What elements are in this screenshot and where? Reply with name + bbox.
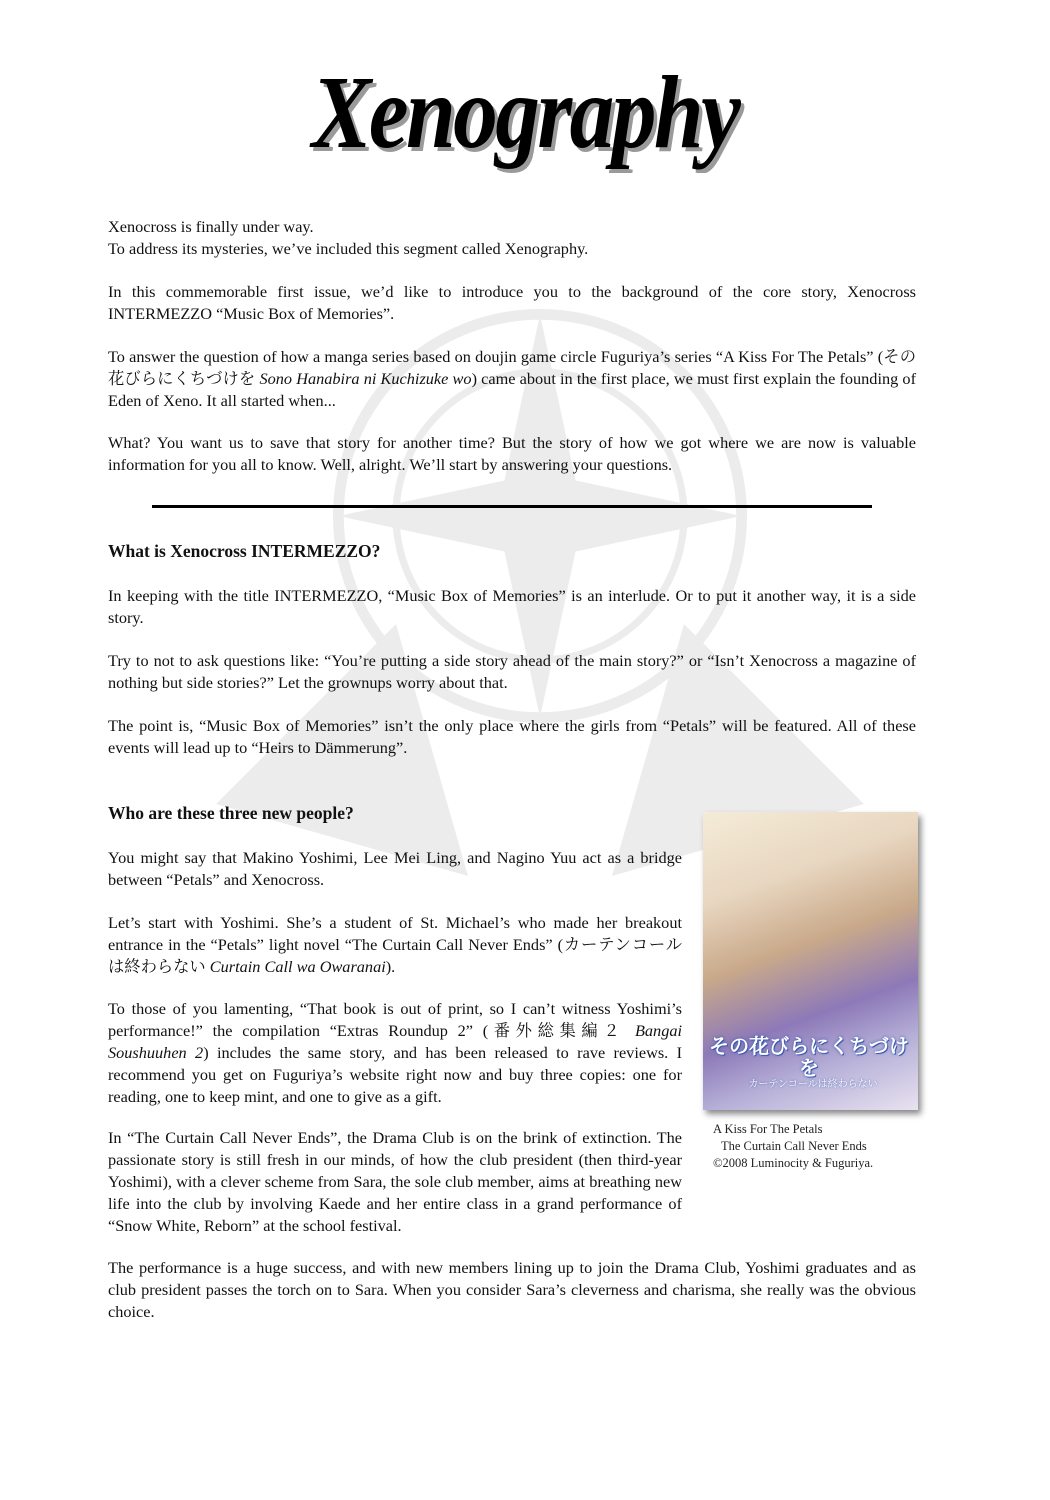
text: ) came about in the first place, we must first explain the founding of Eden of Xeno. It all started when... xyxy=(108,369,916,410)
intro-line-1: Xenocross is finally under way. xyxy=(108,217,314,236)
section1-paragraph-3: The point is, “Music Box of Memories” isn’t the only place where the girls from “Petals” will be featured. All of these events will lead up to “Heirs to Dämmerung”. xyxy=(108,716,916,757)
section2-paragraph-2 xyxy=(108,912,682,978)
section1-paragraph-2: Try to not to ask questions like: “You’re putting a side story ahead of the main story?” or “Isn’t Xenocross a magazine of nothing but side stories?” Let the grownups worry about that. xyxy=(108,651,916,692)
caption-line: ©2008 Luminocity & Fuguriya. xyxy=(713,1156,874,1170)
intro-line-2: To address its mysteries, we’ve included this segment called Xenography. xyxy=(108,239,589,258)
section2-paragraph-5: The performance is a huge success, and with new members lining up to join the Drama Club, Yoshimi graduates and as club president passes the torch on to Sara. When you consider Sara’s cleverness and charisma, she really was the obvious choice. xyxy=(108,1258,916,1321)
intro-paragraph-3 xyxy=(108,346,916,412)
text: ). xyxy=(385,957,396,976)
section1-paragraph-1: In keeping with the title INTERMEZZO, “Music Box of Memories” is an interlude. Or to put it another way, it is a side story. xyxy=(108,586,916,627)
page-title: Xenography xyxy=(311,55,739,170)
divider xyxy=(152,505,872,508)
cover-logo: その花びらにくちづけを xyxy=(709,1036,909,1080)
section-heading: What is Xenocross INTERMEZZO? xyxy=(108,541,381,561)
intro-paragraph-4: What? You want us to save that story for another time? But the story of how we got where we are now is valuable information for you all to know. Well, alright. We’ll start by answering your questions. xyxy=(108,433,916,474)
text: ) includes the same story, and has been released to rave reviews. I recommend you get on Fuguriya’s website right now and buy three copies: one for reading, one to keep mint, and one to give as a gift. xyxy=(108,1043,682,1106)
cover-subtitle: カーテンコールは終わらない xyxy=(748,1079,878,1090)
intro-paragraph-2: In this commemorable first issue, we’d like to introduce you to the background of the core story, Xenocross INTERMEZZO “Music Box of Memories”. xyxy=(108,282,916,323)
caption-line: A Kiss For The Petals xyxy=(713,1122,823,1136)
image-caption xyxy=(713,1121,873,1172)
italic-text: Curtain Call wa Owaranai xyxy=(209,957,386,976)
intro-paragraph-1 xyxy=(108,216,916,260)
section2-paragraph-1: You might say that Makino Yoshimi, Lee Mei Ling, and Nagino Yuu act as a bridge between “Petals” and Xenocross. xyxy=(108,848,682,889)
section2-paragraph-4: In “The Curtain Call Never Ends”, the Drama Club is on the brink of extinction. The passionate story is still fresh in our minds, of how the club president (then third-year Yoshimi), with a clever scheme from Sara, the sole club member, aims at breathing new life into the club by involving Kaede and her entire class in a grand performance of “Snow White, Reborn” at the school festival. xyxy=(108,1128,682,1235)
italic-text: Sono Hanabira ni Kuchizuke wo xyxy=(259,369,472,388)
book-cover-image xyxy=(703,812,918,1110)
text: To answer the question of how a manga series based on doujin game circle Fuguriya’s series “A Kiss For The Petals” (その花びらにくちづけを xyxy=(108,347,916,388)
section-heading: Who are these three new people? xyxy=(108,803,354,823)
caption-line: The Curtain Call Never Ends xyxy=(721,1139,867,1153)
section2-paragraph-3 xyxy=(108,998,682,1108)
text: Let’s start with Yoshimi. She’s a student of St. Michael’s who made her breakout entrance in the “Petals” light novel “The Curtain Call Never Ends” (カーテンコールは終わらない xyxy=(108,913,682,976)
text: To those of you lamenting, “That book is out of print, so I can’t witness Yoshimi’s performance!” the compilation “Extras Roundup 2” (番外総集編２ xyxy=(108,999,682,1040)
italic-text: Bangai Soushuuhen 2 xyxy=(108,1021,682,1062)
